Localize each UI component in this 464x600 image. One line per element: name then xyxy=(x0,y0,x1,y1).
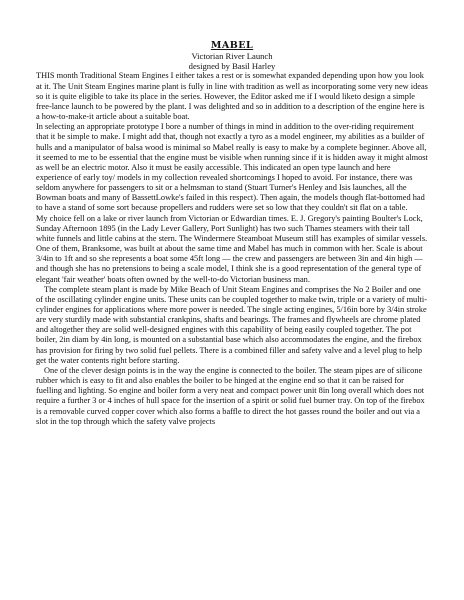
article-subtitle: Victorian River Launch xyxy=(191,51,273,61)
paragraph-intro: THIS month Traditional Steam Engines I either takes a rest or is somewhat expanded depending upon how you look at it. The Unit Steam Engines marine plant is fully in line with tradition as well as incorporating some very new ideas so it is quite eligible to take its place in the series. However, the Editor asked me if I would liketo design a simple free-lance launch to be powered by the plant. I was delighted and so in addition to a description of the engine here is a how-to-make-it article about a suitable boat. xyxy=(36,71,428,122)
article-title: MABEL xyxy=(210,40,254,51)
paragraph-design-points: One of the clever design points is in the way the engine is connected to the boiler. The steam pipes are of silicone rubber which is easy to fit and also enables the boiler to be hinged at the engine end so that it can be raised for fuelling and lighting. So engine and boiler form a very neat and compact power unit 8in long overall which does not require a further 3 or 4 inches of hull space for the insertion of a spirit or solid fuel burner tray. On top of the firebox is a removable curved copper cover which also forms a baffle to direct the hot gasses round the boiler and out via a slot in the top through which the safety valve projects xyxy=(36,365,425,426)
paragraph-steam-plant: The complete steam plant is made by Mike Beach of Unit Steam Engines and comprises the No 2 Boiler and one of the oscillating cylinder engine units. These units can be coupled together to make twin, triple or a variety of multi-cylinder engines for applications where more power is needed. The single acting engines, 5/16in bore by 3/4in stroke are very sturdily made with substantial crankpins, shafts and bearings. The frames and flywheels are chrome plated and altogether they are solid well-designed engines with this capability of being easily coupled together. The pot boiler, 2in diam by 4in long, is mounted on a substantial base which also accommodates the engine, and the firebox has provision for firing by two solid fuel pellets. There is a combined filler and safety valve and a level plug to help get the water contents right before starting. xyxy=(36,284,427,365)
paragraph-prototype: In selecting an appropriate prototype I bore a number of things in mind in addition to the over-riding requirement that it be simple to make. I might add that, though not exactly a tyro as a model engineer, my abilities as a builder of hulls and a manipulator of balsa wood is minimal so Mabel really is easy to make by a complete beginner. Above all, it seemed to me to be essential that the engine must be visible when running since if it is hidden away it might almost as well be an electric motor. Also it must be easily accessible. This indicated an open type launch and here experience of early toy/ models in my collection revealed shortcomings I hoped to avoid. For instance, there was seldom anywhere for passengers to sit or a helmsman to stand (Stuart Turner's Henley and Isis launches, all the Bowman boats and many of BassettLowke's failed in this respect). Then again, the models though flat-bottomed had to have a stand of some sort because propellers and rudders were set so low that they couldn't sit flat on a table. xyxy=(36,122,428,213)
article-byline: designed by Basil Harley xyxy=(188,61,276,72)
paragraph-choice: My choice fell on a lake or river launch from Victorian or Edwardian times. E. J. Gregory's painting Boulter's Lock, Sunday Afternoon 1895 (in the Lady Lever Gallery, Port Sunlight) has two such Thames steamers with their tall white funnels and little cabins at the stern. The Windermere Steamboat Museum still has examples of similar vessels. One of them, Branksome, was built at about the same time and Mabel has much in common with her. Scale is about 3/4in to 1ft and so she represents a boat some 45ft long — the crew and passengers are between 3in and 4in high — and though she has no pretensions to being a scale model, I think she is a good representation of the general type of elegant 'fair weather' boats often owned by the well-to-do Victorian business man. xyxy=(36,213,428,284)
article-body xyxy=(36,71,428,426)
